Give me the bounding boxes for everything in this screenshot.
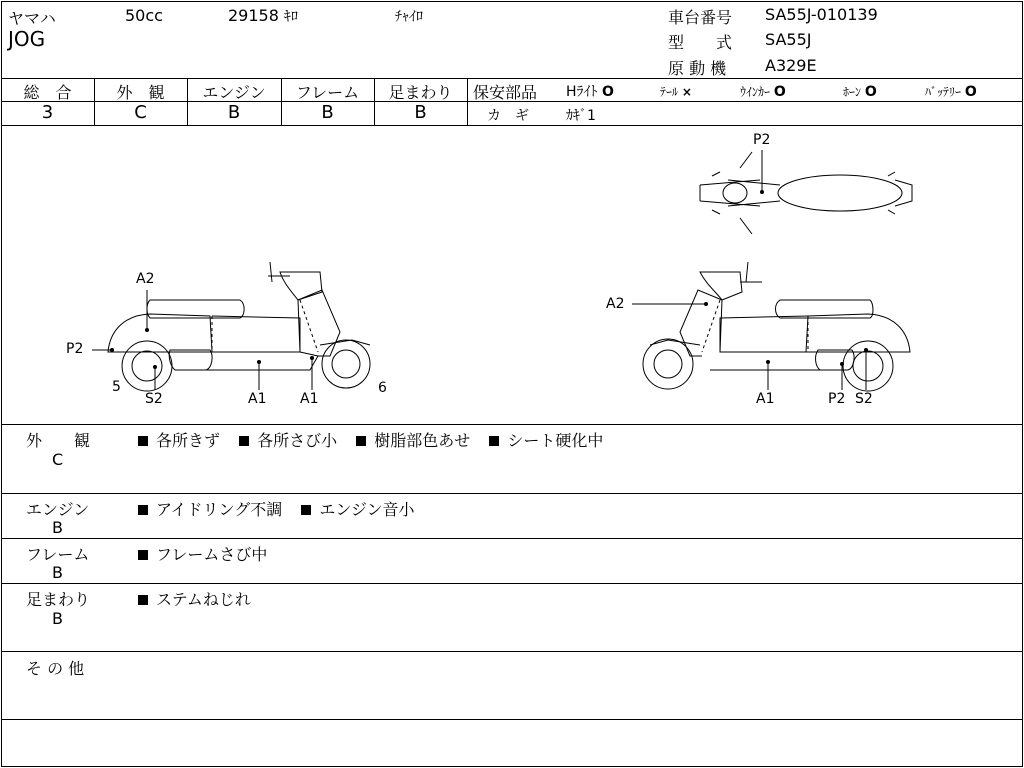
grade-value-exterior: C — [134, 102, 147, 123]
remark-engine-items — [138, 497, 429, 520]
engine-value: A329E — [765, 56, 817, 75]
maker: ヤマハ — [8, 9, 56, 28]
remark-exterior-items — [138, 428, 617, 451]
bullet-square-icon — [138, 505, 148, 515]
remark-item-text: シート硬化中 — [507, 431, 604, 450]
label-top-p2: P2 — [753, 132, 771, 148]
remark-item-text: エンジン音小 — [319, 500, 415, 519]
safety-horn — [843, 83, 877, 100]
grade-value-engine: B — [227, 102, 241, 123]
remark-item — [138, 542, 267, 565]
bullet-square-icon — [356, 436, 366, 446]
safety-headlight-name: Hﾗｲﾄ — [566, 84, 598, 100]
key-value: ｶｷﾞ1 — [566, 108, 596, 124]
remarks-line-3 — [1, 583, 1022, 584]
label-left-a1a: A1 — [248, 391, 267, 407]
safety-headlight — [566, 81, 614, 101]
safety-battery — [925, 83, 977, 100]
safety-row-line — [467, 101, 1022, 102]
safety-battery-name: ﾊﾞｯﾃﾘｰ — [925, 85, 962, 99]
safety-horn-mark: O — [864, 84, 877, 100]
bullet-square-icon — [489, 436, 499, 446]
grade-col-div-5 — [467, 78, 468, 125]
remarks-line-5 — [1, 719, 1022, 720]
grade-table-top — [1, 78, 1022, 79]
remark-item-text: 各所きず — [156, 431, 221, 450]
grade-header-overall: 総 合 — [23, 83, 72, 102]
type-label: 型 式 — [668, 33, 733, 52]
label-left-s2: S2 — [145, 391, 163, 407]
safety-winker-mark: O — [773, 84, 786, 100]
remarks-top — [1, 424, 1022, 425]
remark-suspension-grade: B — [52, 609, 63, 628]
safety-winker-name: ｳｲﾝｶｰ — [740, 85, 771, 99]
bullet-square-icon — [301, 505, 311, 515]
type-value: SA55J — [765, 30, 812, 49]
remark-item — [138, 497, 282, 520]
color: ﾁｬｲﾛ — [395, 9, 423, 25]
key-label: カ ギ — [487, 108, 529, 124]
remark-item-text: アイドリング不調 — [156, 500, 283, 519]
mileage — [228, 6, 298, 26]
grade-header-frame: フレーム — [295, 83, 360, 102]
mileage-value: 29158 — [228, 6, 279, 25]
remark-item — [138, 428, 220, 451]
safety-tail-mark: × — [681, 85, 692, 99]
model-name: JOG — [8, 27, 46, 51]
label-right-s2: S2 — [855, 391, 873, 407]
bullet-square-icon — [138, 595, 148, 605]
remark-other-label: そ の 他 — [26, 659, 85, 678]
remark-engine-grade: B — [52, 518, 63, 537]
safety-tail-name: ﾃｰﾙ — [660, 85, 679, 99]
grade-value-overall: 3 — [41, 102, 54, 123]
top-scooter-view — [700, 152, 912, 234]
remark-item-text: ステムねじれ — [156, 590, 251, 609]
remark-suspension-label: 足まわり — [26, 590, 91, 609]
damage-points — [110, 190, 868, 369]
label-left-a2: A2 — [136, 271, 155, 287]
grade-header-engine: エンジン — [202, 83, 266, 102]
label-left-p2: P2 — [66, 341, 84, 357]
bullet-square-icon — [138, 550, 148, 560]
remark-exterior-label: 外 観 — [26, 431, 91, 450]
grade-header-exterior: 外 観 — [116, 83, 165, 102]
remark-suspension-items — [138, 587, 265, 610]
remark-item — [138, 587, 251, 610]
grade-header-suspension: 足まわり — [388, 83, 453, 102]
leader-lines — [92, 150, 866, 390]
remark-item — [301, 497, 414, 520]
remark-item-text: フレームさび中 — [156, 545, 268, 564]
bullet-square-icon — [239, 436, 249, 446]
bullet-square-icon — [138, 436, 148, 446]
grade-value-suspension: B — [414, 102, 427, 123]
remark-item-text: 各所さび小 — [257, 431, 338, 450]
label-left-6: 6 — [378, 380, 387, 396]
frame-no-label: 車台番号 — [668, 8, 733, 27]
label-left-a1b: A1 — [300, 391, 319, 407]
remark-item — [356, 428, 470, 451]
remark-item — [239, 428, 337, 451]
safety-winker — [740, 83, 786, 100]
grade-value-frame: B — [321, 102, 334, 123]
label-right-a2: A2 — [606, 296, 625, 312]
remarks-line-4 — [1, 651, 1022, 652]
remark-frame-label: フレーム — [26, 545, 90, 564]
remark-engine-label: エンジン — [26, 500, 90, 519]
safety-tail — [660, 83, 692, 100]
remark-item — [489, 428, 603, 451]
remark-frame-grade: B — [52, 563, 63, 582]
frame-no-value: SA55J-010139 — [765, 5, 878, 24]
remarks-line-2 — [1, 538, 1022, 539]
label-right-p2: P2 — [828, 391, 846, 407]
remark-item-text: 樹脂部色あせ — [374, 431, 471, 450]
label-left-5: 5 — [112, 379, 121, 395]
safety-horn-name: ﾎｰﾝ — [843, 85, 862, 99]
remark-exterior-grade: C — [52, 450, 64, 469]
safety-label: 保安部品 — [473, 83, 538, 102]
safety-battery-mark: O — [964, 84, 977, 100]
safety-headlight-mark: O — [601, 84, 614, 100]
right-scooter-side-view — [643, 262, 910, 391]
engine-label: 原 動 機 — [668, 59, 727, 78]
mileage-unit: ｷﾛ — [284, 9, 298, 25]
remarks-line-1 — [1, 493, 1022, 494]
displacement: 50cc — [125, 6, 163, 25]
label-right-a1: A1 — [756, 391, 775, 407]
remark-frame-items — [138, 542, 281, 565]
